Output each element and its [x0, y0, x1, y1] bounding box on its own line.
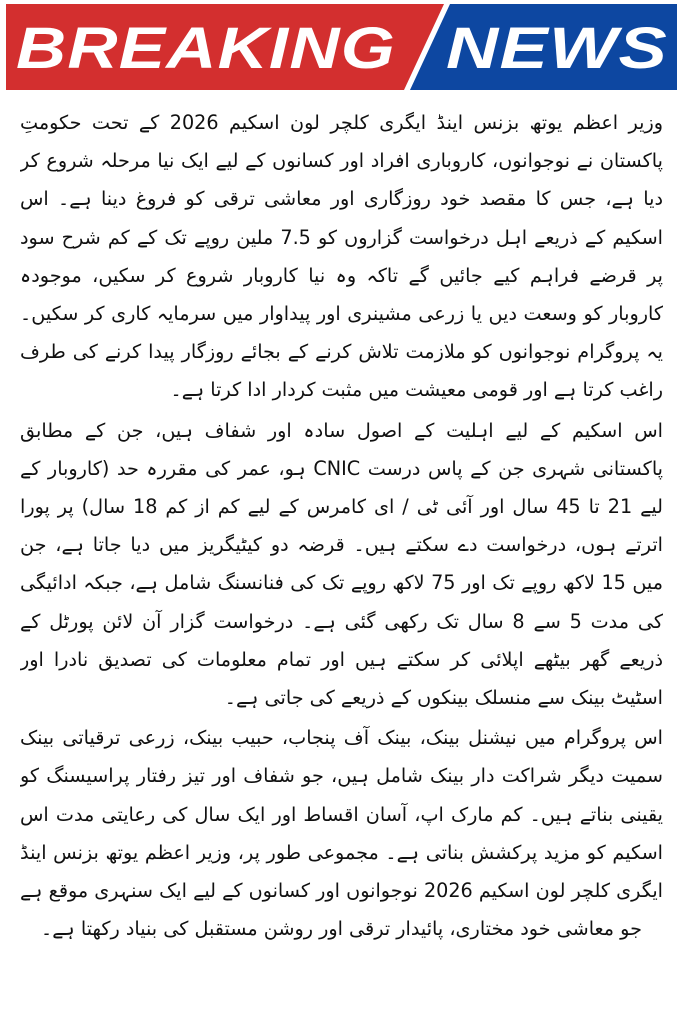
- breaking-news-banner: [6, 4, 677, 90]
- article-paragraph-1: وزیر اعظم یوتھ بزنس اینڈ ایگری کلچر لون اسکیم 2026 کے تحت حکومتِ پاکستان نے نوجوانوں، کاروباری افراد اور کسانوں کے لیے ایک نیا مرحلہ شروع کر دیا ہے، جس کا مقصد خود روزگاری اور معاشی ترقی کو فروغ دینا ہے۔ اس اسکیم کے ذریعے اہل درخواست گزاروں کو 7.5 ملین روپے تک کے کم شرح سود پر قرضے فراہم کیے جائیں گے تاکہ وہ نیا کاروبار شروع کر سکیں، موجودہ کاروبار کو وسعت دیں یا زرعی مشینری اور پیداوار میں سرمایہ کاری کر سکیں۔ یہ پروگرام نوجوانوں کو ملازمت تلاش کرنے کے بجائے روزگار پیدا کرنے کی طرف راغب کرتا ہے اور قومی معیشت میں مثبت کردار ادا کرتا ہے۔: [20, 111, 663, 402]
- article-paragraph-2: اس اسکیم کے لیے اہلیت کے اصول سادہ اور شفاف ہیں، جن کے مطابق پاکستانی شہری جن کے پاس درست CNIC ہو، عمر کی مقررہ حد (کاروبار کے لیے 21 تا 45 سال اور آئی ٹی / ای کامرس کے لیے کم از کم 18 سال) پر پورا اترتے ہوں، درخواست دے سکتے ہیں۔ قرضہ دو کیٹیگریز میں دیا جاتا ہے، جن میں 15 لاکھ روپے تک اور 75 لاکھ روپے تک کی فنانسنگ شامل ہے، جبکہ ادائیگی کی مدت 5 سے 8 سال تک رکھی گئی ہے۔ درخواست گزار آن لائن پورٹل کے ذریعے گھر بیٹھے اپلائی کر سکتے ہیں اور تمام معلومات کی تصدیق نادرا اور اسٹیٹ بینک سے منسلک بینکوں کے ذریعے کی جاتی ہے۔: [20, 418, 663, 710]
- article-paragraph-3: اس پروگرام میں نیشنل بینک، بینک آف پنجاب، حبیب بینک، زرعی ترقیاتی بینک سمیت دیگر شراکت دار بینک شامل ہیں، جو شفاف اور تیز رفتار پراسیسنگ کو یقینی بناتے ہیں۔ کم مارک اپ، آسان اقساط اور ایک سال کی رعایتی مدت اس اسکیم کو مزید پرکشش بناتی ہے۔ مجموعی طور پر، وزیر اعظم یوتھ بزنس اینڈ ایگری کلچر لون اسکیم 2026 نوجوانوں اور کسانوں کے لیے ایک سنہری موقع ہے جو معاشی خود مختاری، پائیدار ترقی اور روشن مستقبل کی بنیاد رکھتا ہے۔: [20, 726, 663, 941]
- article-body: [20, 104, 663, 1016]
- banner-graphic: [6, 4, 677, 90]
- banner-breaking-text: BREAKING: [16, 16, 396, 81]
- banner-news-text: NEWS: [446, 16, 668, 81]
